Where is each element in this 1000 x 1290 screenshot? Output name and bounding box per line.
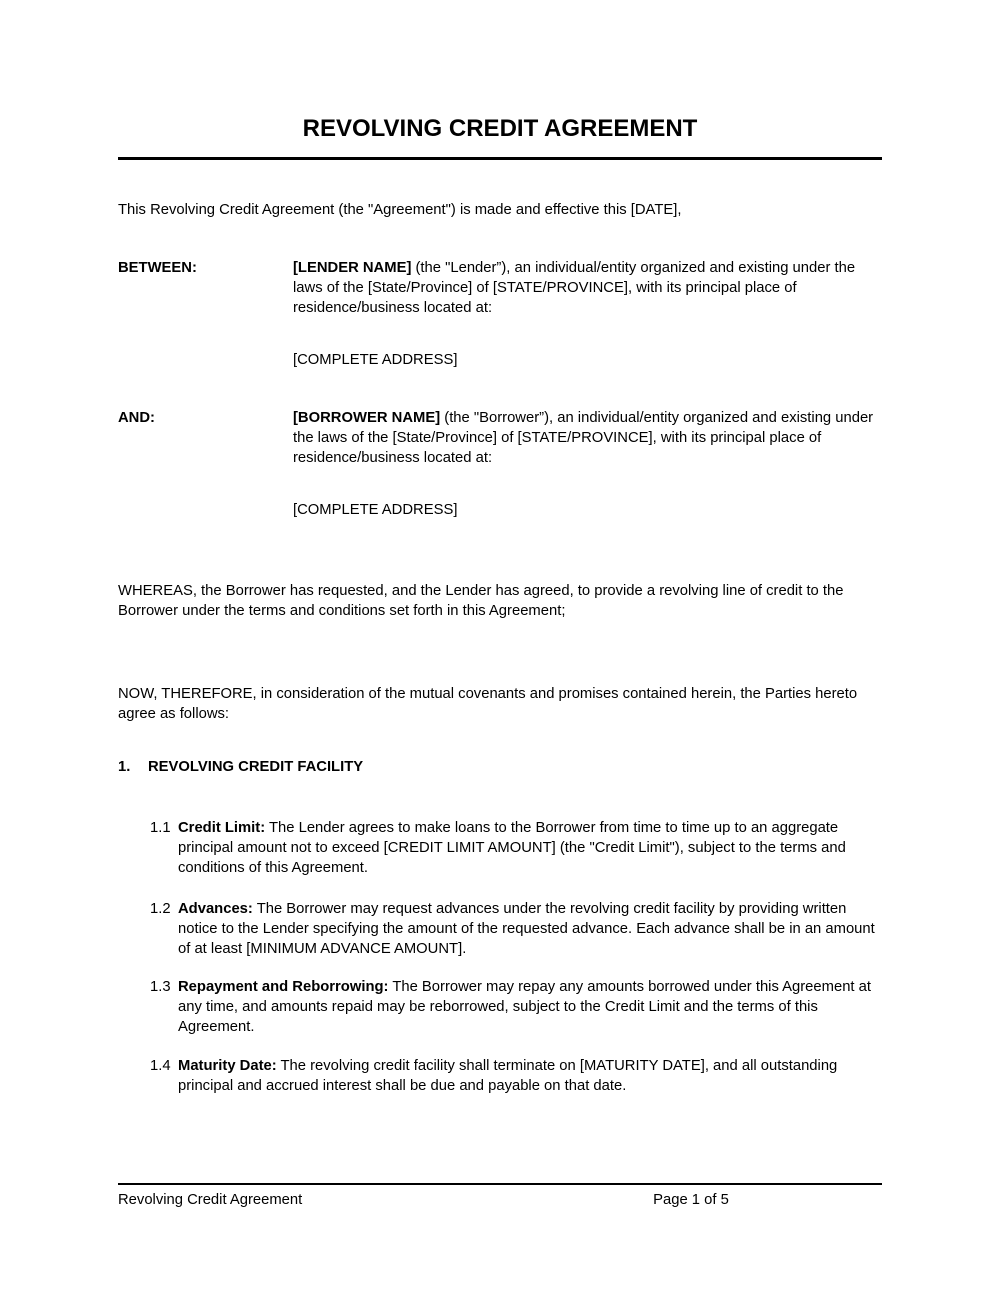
between-block — [118, 258, 882, 318]
clause-1-1-heading: Credit Limit: — [178, 820, 266, 836]
section-1-heading — [118, 757, 882, 777]
borrower-description-text: (the "Borrower”), an individual/entity organized and existing under the laws of the [State/Province] of [STATE/PROVINCE], with its principal place of residence/business located at: — [293, 410, 874, 466]
clause-1-1 — [118, 818, 882, 878]
borrower-name-placeholder: [BORROWER NAME] — [293, 410, 441, 426]
lender-description-text: (the "Lender”), an individual/entity organized and existing under the laws of the [State/Province] of [STATE/PROVINCE], with its principal place of residence/business located at: — [293, 260, 856, 316]
footer-rule — [118, 1183, 882, 1185]
page-footer — [118, 1190, 882, 1210]
borrower-description — [293, 408, 882, 468]
clause-1-3-heading: Repayment and Reborrowing: — [178, 979, 389, 995]
between-label: BETWEEN: — [118, 260, 197, 276]
footer-doc-title: Revolving Credit Agreement — [118, 1192, 303, 1208]
whereas-clause: WHEREAS, the Borrower has requested, and the Lender has agreed, to provide a revolving line of credit to the Borrower under the terms and conditions set forth in this Agreement; — [118, 583, 844, 619]
clause-1-4-text: The revolving credit facility shall terminate on [MATURITY DATE], and all outstanding principal and accrued interest shall be due and payable on that date. — [178, 1058, 838, 1094]
now-therefore-clause: NOW, THEREFORE, in consideration of the mutual covenants and promises contained herein, the Parties hereto agree as follows: — [118, 686, 858, 722]
clause-1-4 — [118, 1056, 882, 1096]
clause-1-2-text: The Borrower may request advances under the revolving credit facility by providing written notice to the Lender specifying the amount of the requested advance. Each advance shall be in an amount of at least [MINIMUM ADVANCE AMOUNT]. — [178, 901, 875, 957]
clause-1-3 — [118, 977, 882, 1037]
clause-1-1-number: 1.1 — [150, 820, 171, 836]
title-rule — [118, 157, 882, 160]
clause-1-4-number: 1.4 — [150, 1058, 171, 1074]
footer-page-number: Page 1 of 5 — [653, 1192, 729, 1208]
clause-1-2-number: 1.2 — [150, 901, 171, 917]
clause-1-2-heading: Advances: — [178, 901, 253, 917]
clause-1-4-heading: Maturity Date: — [178, 1058, 277, 1074]
clause-1-2 — [118, 899, 882, 959]
and-label: AND: — [118, 410, 155, 426]
lender-name-placeholder: [LENDER NAME] — [293, 260, 412, 276]
clause-1-1-text: The Lender agrees to make loans to the Borrower from time to time up to an aggregate principal amount not to exceed [CREDIT LIMIT AMOUNT] (the "Credit Limit"), subject to the terms and conditions of this Agreement. — [178, 820, 846, 876]
section-1-number: 1. — [118, 759, 131, 775]
borrower-address-placeholder: [COMPLETE ADDRESS] — [293, 502, 458, 518]
document-title: REVOLVING CREDIT AGREEMENT — [302, 115, 698, 142]
clause-1-3-text: The Borrower may repay any amounts borrowed under this Agreement at any time, and amounts repaid may be reborrowed, subject to the Credit Limit and the terms of this Agreement. — [178, 979, 871, 1035]
lender-address-placeholder: [COMPLETE ADDRESS] — [293, 352, 458, 368]
intro-paragraph: This Revolving Credit Agreement (the "Agreement") is made and effective this [DATE], — [118, 202, 682, 218]
section-1-title: REVOLVING CREDIT FACILITY — [148, 759, 364, 775]
clause-1-3-number: 1.3 — [150, 979, 171, 995]
and-block — [118, 408, 882, 468]
lender-description — [293, 258, 882, 318]
